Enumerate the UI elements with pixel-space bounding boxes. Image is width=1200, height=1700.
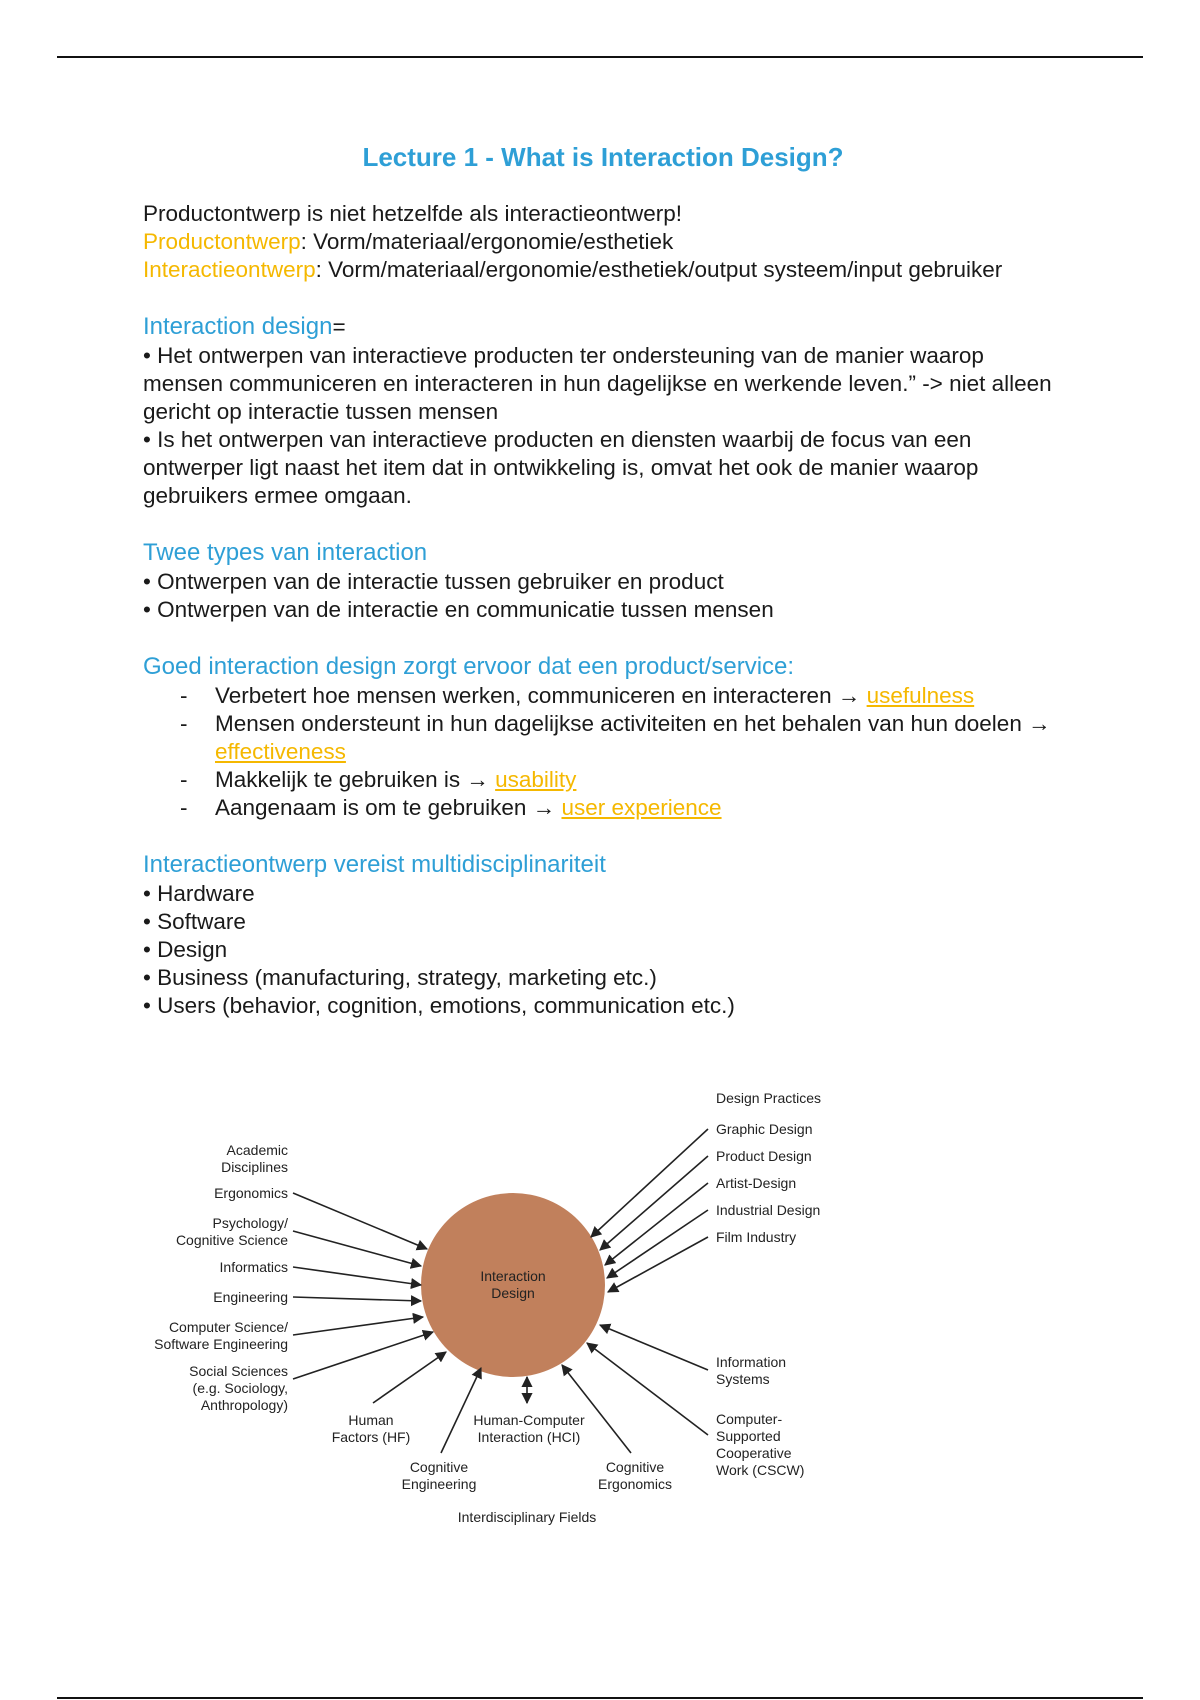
right-arrow — [607, 1210, 708, 1278]
arrow-right-icon: → — [837, 683, 861, 708]
intro-line: Productontwerp is niet hetzelfde als interactieontwerp! — [143, 201, 683, 226]
definition-term: Interaction design — [143, 313, 333, 340]
left-arrow — [293, 1317, 423, 1335]
right-lower-arrow — [600, 1325, 708, 1370]
design-practice-label: Product Design — [716, 1148, 812, 1164]
goals-item — [143, 794, 1063, 822]
bottom-field-label: Human-Computer Interaction (HCI) — [473, 1412, 585, 1445]
page-title: Lecture 1 - What is Interaction Design? — [362, 142, 844, 172]
left-arrow — [293, 1297, 421, 1301]
arrow-right-icon: → — [466, 767, 489, 792]
center-label: Interaction Design — [480, 1268, 546, 1301]
left-arrow — [293, 1267, 421, 1285]
right-field-label: Computer-Supported Cooperative Work (CSCW) — [716, 1411, 805, 1478]
goals-section — [143, 652, 1063, 822]
product-definition — [143, 228, 1063, 256]
diagram-svg — [143, 1085, 843, 1540]
multi-item: • Software — [143, 909, 246, 934]
effectiveness-link[interactable]: effectiveness — [215, 739, 346, 764]
multi-item: • Design — [143, 937, 228, 962]
bottom-rule — [57, 1697, 1143, 1699]
design-practice-label: Film Industry — [716, 1229, 797, 1245]
document-body — [143, 140, 1063, 1020]
design-practice-label: Industrial Design — [716, 1202, 821, 1218]
interaction-term: Interactieontwerp — [143, 257, 316, 282]
left-discipline-label: Social Sciences (e.g. Sociology, Anthropology) — [189, 1363, 288, 1413]
left-discipline-label: Ergonomics — [214, 1185, 288, 1201]
multi-item: • Business (manufacturing, strategy, marketing etc.) — [143, 965, 657, 990]
left-arrow — [293, 1231, 421, 1266]
multi-item: • Hardware — [143, 881, 255, 906]
interaction-definition — [143, 256, 1063, 284]
left-discipline-label: Psychology/ Cognitive Science — [175, 1215, 288, 1248]
definition-bullet-1: • Het ontwerpen van interactieve producten ter ondersteuning van de manier waarop mensen communiceren en interacteren in hun dagelijkse en werkende leven.” -> niet alleen gericht op interactie tussen mensen — [143, 343, 1052, 424]
right-arrow — [600, 1156, 708, 1250]
right-arrow — [591, 1129, 708, 1237]
multi-heading: Interactieontwerp vereist multidisciplinariteit — [143, 851, 606, 878]
goals-item — [143, 710, 1063, 766]
usability-link[interactable]: usability — [495, 767, 577, 792]
right-arrow — [605, 1183, 708, 1265]
goals-item-text: Mensen ondersteunt in hun dagelijkse activiteiten en het behalen van hun doelen — [215, 711, 1029, 736]
bottom-caption-label: Interdisciplinary Fields — [457, 1509, 597, 1525]
left-arrow — [293, 1193, 427, 1249]
definition-section — [143, 312, 1063, 510]
left-header-label: Academic Disciplines — [221, 1142, 288, 1175]
right-header-label: Design Practices — [716, 1090, 822, 1106]
design-practice-label: Artist-Design — [716, 1175, 797, 1191]
product-desc: : Vorm/materiaal/ergonomie/esthetiek — [300, 229, 674, 254]
left-discipline-label: Informatics — [219, 1259, 288, 1275]
right-arrow — [608, 1237, 708, 1292]
left-discipline-label: Engineering — [213, 1289, 288, 1305]
arrow-right-icon: → — [1028, 711, 1051, 736]
definition-heading — [143, 312, 1063, 342]
types-item: • Ontwerpen van de interactie tussen gebruiker en product — [143, 569, 724, 594]
interaction-desc: : Vorm/materiaal/ergonomie/esthetiek/output systeem/input gebruiker — [315, 257, 1003, 282]
bottom-field-label: Human Factors (HF) — [331, 1412, 411, 1445]
user-experience-link[interactable]: user experience — [561, 795, 722, 820]
right-field-label: Information Systems — [716, 1354, 787, 1387]
multi-section — [143, 850, 1063, 1020]
interaction-design-diagram — [143, 1085, 843, 1540]
goals-item-text: Aangenaam is om te gebruiken — [215, 795, 533, 820]
bottom-arrow — [441, 1368, 481, 1453]
definition-equals: = — [332, 314, 346, 339]
goals-list — [143, 682, 1063, 822]
arrow-right-icon: → — [532, 795, 556, 820]
goals-heading: Goed interaction design zorgt ervoor dat een product/service: — [143, 653, 795, 680]
bottom-field-label: Cognitive Ergonomics — [598, 1459, 672, 1492]
bottom-field-label: Cognitive Engineering — [401, 1459, 477, 1492]
left-discipline-label: Computer Science/ Software Engineering — [154, 1319, 288, 1352]
goals-item-text: Makkelijk te gebruiken is — [215, 767, 467, 792]
goals-item — [143, 766, 1063, 794]
product-term: Productontwerp — [143, 229, 301, 254]
multi-item: • Users (behavior, cognition, emotions, communication etc.) — [143, 993, 735, 1018]
types-section — [143, 538, 1063, 624]
types-item: • Ontwerpen van de interactie en communicatie tussen mensen — [143, 597, 774, 622]
left-arrow — [293, 1332, 433, 1379]
usefulness-link[interactable]: usefulness — [866, 683, 975, 708]
design-practice-label: Graphic Design — [716, 1121, 813, 1137]
goals-item-text: Verbetert hoe mensen werken, communiceren en interacteren — [215, 683, 838, 708]
bottom-arrow — [373, 1352, 446, 1403]
types-heading: Twee types van interaction — [143, 539, 428, 566]
goals-item — [143, 682, 1063, 710]
top-rule — [57, 56, 1143, 58]
definition-bullet-2: • Is het ontwerpen van interactieve producten en diensten waarbij de focus van een ontwerper ligt naast het item dat in ontwikkeling is, omvat het ook de manier waarop gebruikers ermee omgaan. — [143, 427, 979, 508]
